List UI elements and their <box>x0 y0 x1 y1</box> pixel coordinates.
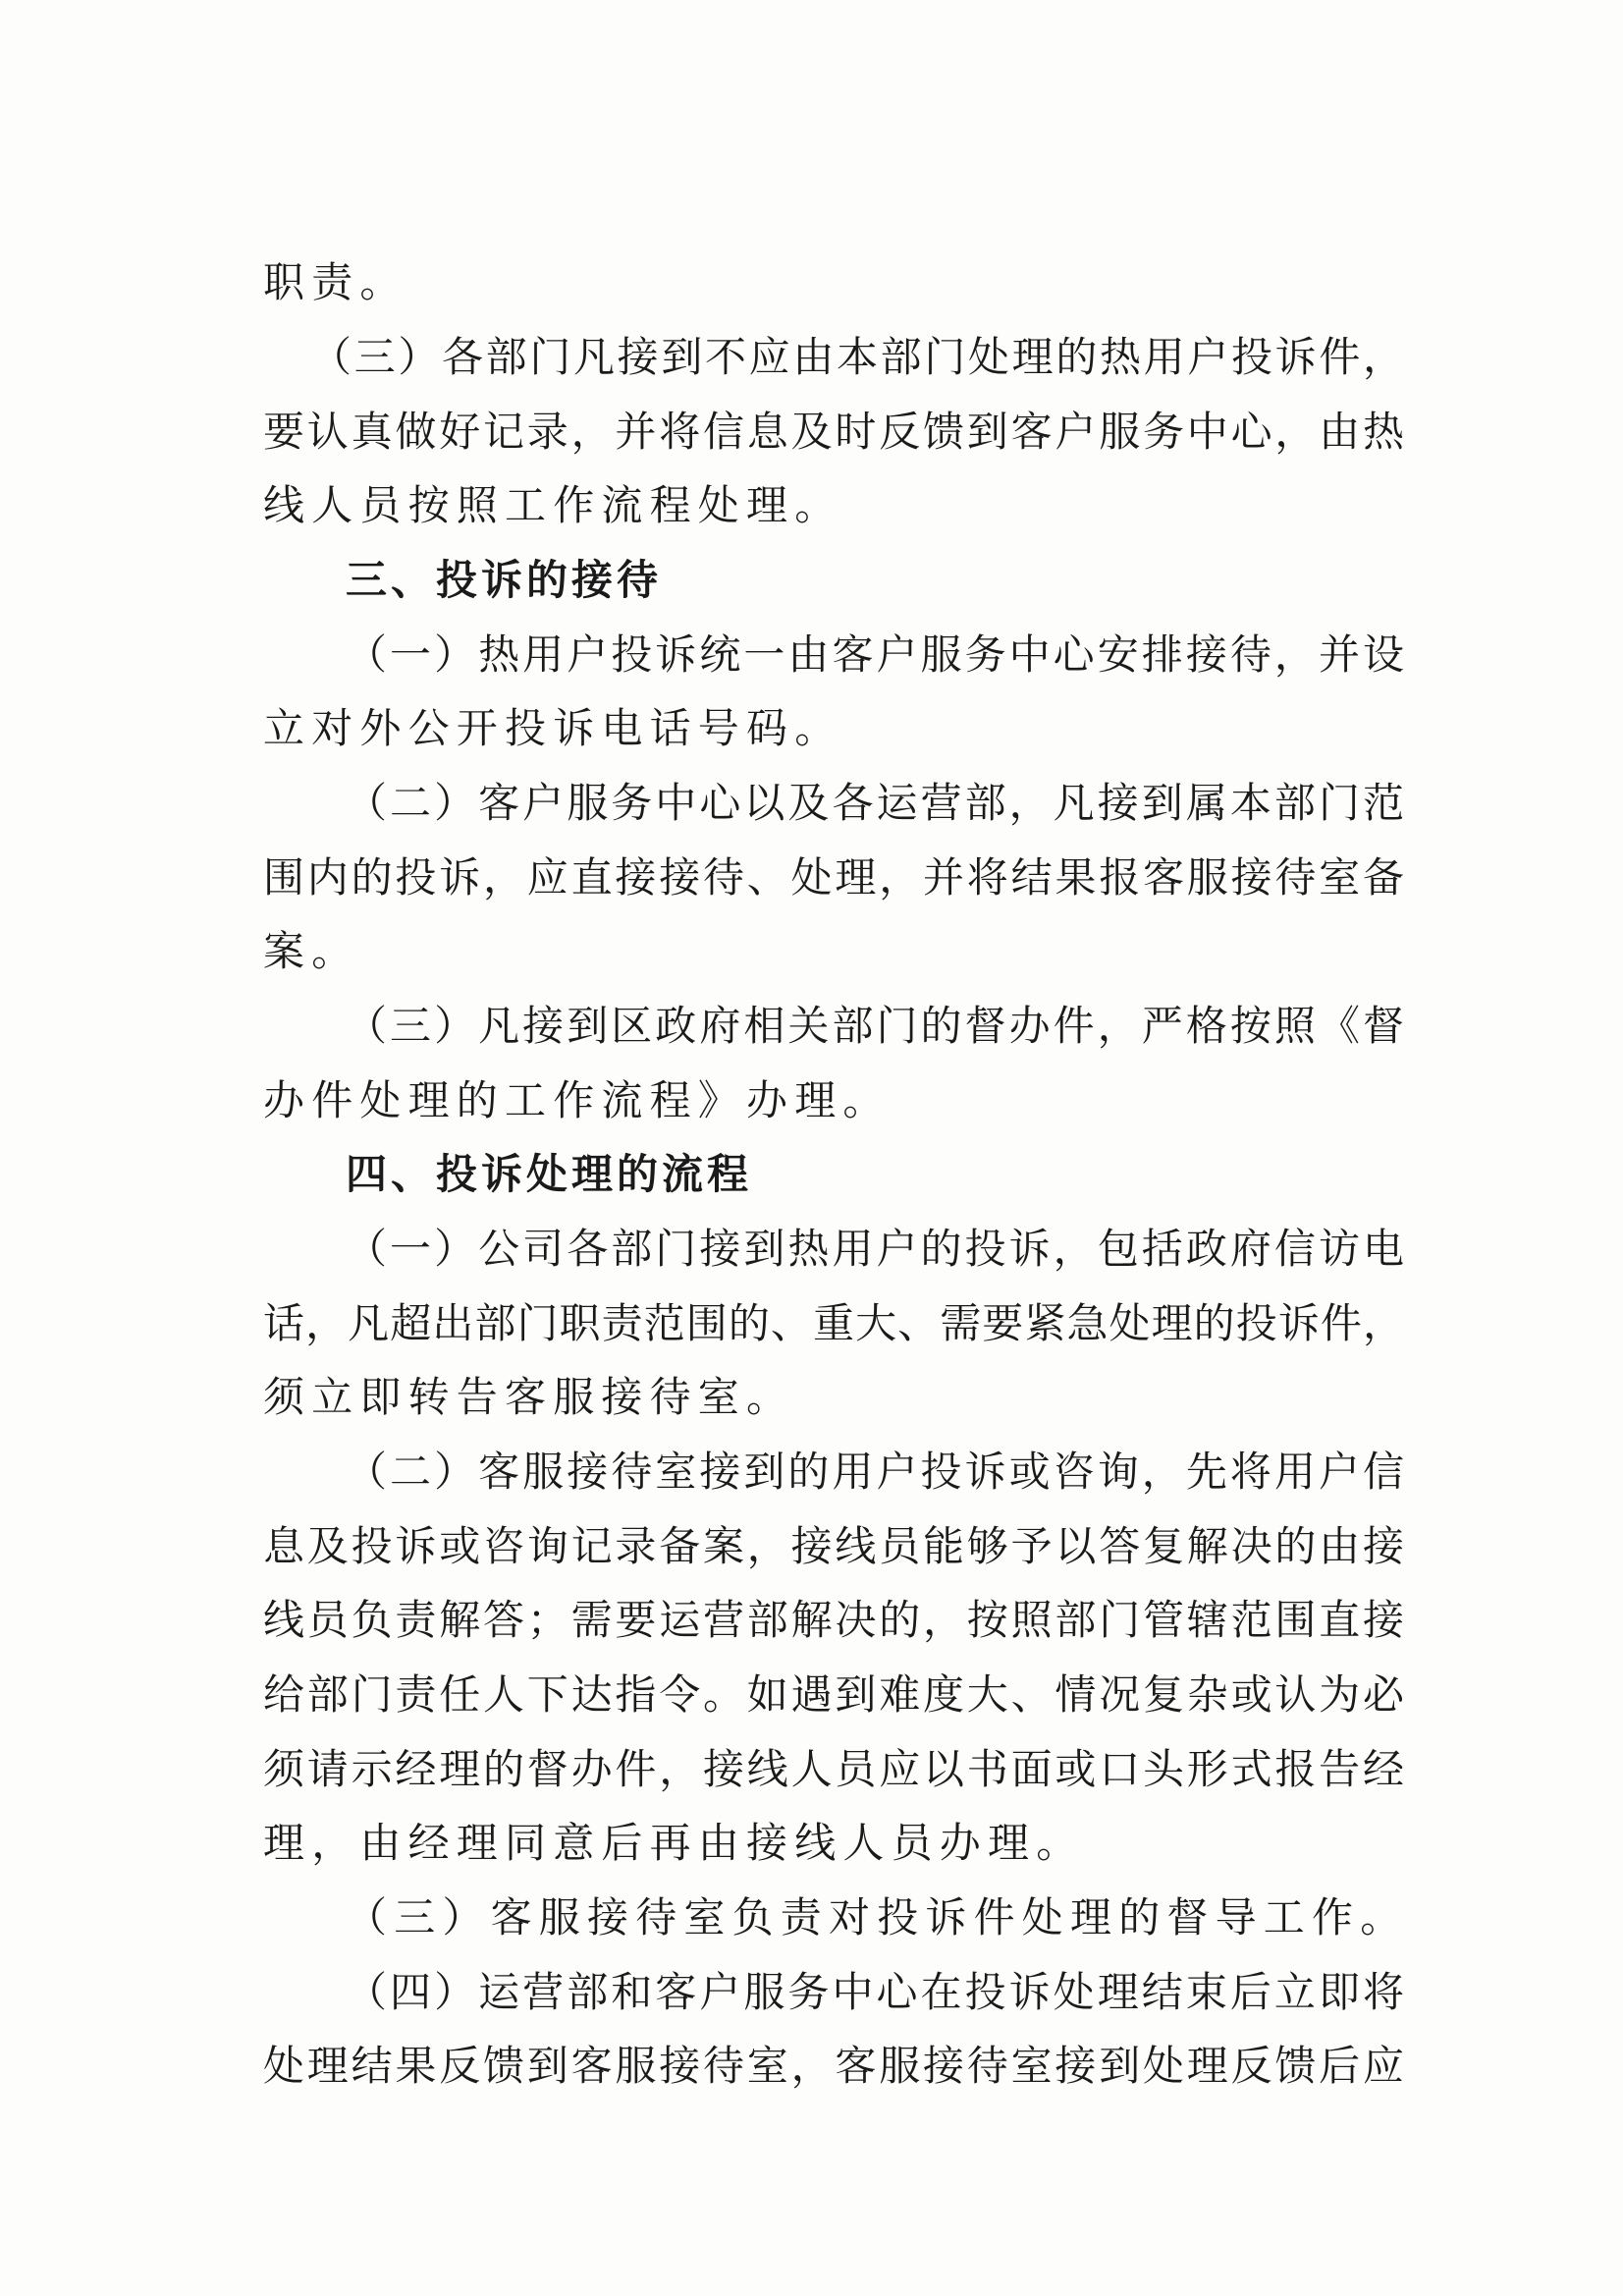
text-line: 话，凡超出部门职责范围的、重大、需要紧急处理的投诉件， <box>263 1299 1404 1347</box>
section-heading: 三、投诉的接待 <box>346 556 663 604</box>
text-line: 须立即转告客服接待室。 <box>263 1373 795 1421</box>
text-line: （三）客服接待室负责对投诉件处理的督导工作。 <box>346 1893 1409 1941</box>
text-line: 处理结果反馈到客服接待室，客服接待室接到处理反馈后应 <box>263 2042 1404 2090</box>
text-line: （一）公司各部门接到热用户的投诉，包括政府信访电 <box>346 1225 1404 1273</box>
text-line: 息及投诉或咨询记录备案，接线员能够予以答复解决的由接 <box>263 1522 1404 1570</box>
text-line: 要认真做好记录，并将信息及时反馈到客户服务中心，由热 <box>263 408 1404 456</box>
text-line: （二）客服接待室接到的用户投诉或咨询，先将用户信 <box>346 1448 1404 1496</box>
text-line: （一）热用户投诉统一由客户服务中心安排接待，并设 <box>346 630 1404 679</box>
text-line: 理，由经理同意后再由接线人员办理。 <box>263 1819 1085 1867</box>
text-line: 办件处理的工作流程》办理。 <box>263 1076 892 1124</box>
text-line: （四）运营部和客户服务中心在投诉处理结束后立即将 <box>346 1968 1404 2016</box>
section-heading: 四、投诉处理的流程 <box>346 1150 753 1198</box>
text-line: 案。 <box>263 927 360 975</box>
text-line: 须请示经理的督办件，接线人员应以书面或口头形式报告经 <box>263 1745 1404 1793</box>
text-line: 给部门责任人下达指令。如遇到难度大、情况复杂或认为必 <box>263 1670 1404 1719</box>
text-line: 线人员按照工作流程处理。 <box>263 481 843 529</box>
text-line: 职责。 <box>263 258 408 306</box>
text-line: 线员负责解答；需要运营部解决的，按照部门管辖范围直接 <box>263 1596 1404 1644</box>
text-line: （三）凡接到区政府相关部门的督办件，严格按照《督 <box>346 1002 1404 1050</box>
text-line: 围内的投诉，应直接接待、处理，并将结果报客服接待室备 <box>263 853 1404 902</box>
text-line: 立对外公开投诉电话号码。 <box>263 704 843 752</box>
text-line: （三）各部门凡接到不应由本部门处理的热用户投诉件， <box>310 333 1404 381</box>
text-line: （二）客户服务中心以及各运营部，凡接到属本部门范 <box>346 779 1404 827</box>
